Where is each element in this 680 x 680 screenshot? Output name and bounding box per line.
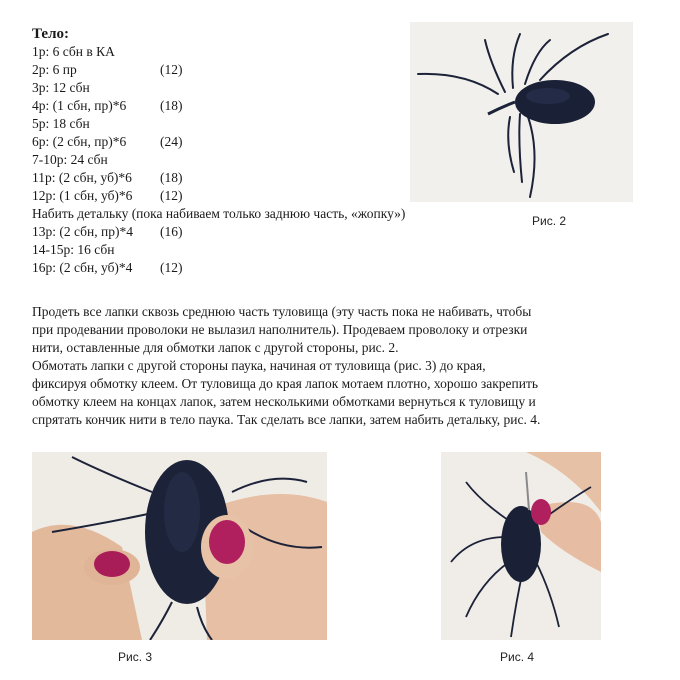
row-count: (18)	[160, 98, 183, 113]
row-text: 4р: (1 сбн, пр)*6	[32, 98, 127, 113]
row-text: 13р: (2 сбн, пр)*4	[32, 224, 133, 239]
row-item	[32, 169, 405, 187]
row-list	[32, 43, 405, 277]
figure-4-photo	[441, 452, 601, 640]
figure-2-caption: Рис. 2	[532, 214, 567, 228]
row-text: 7-10р: 24 сбн	[32, 152, 108, 167]
row-text: 16р: (2 сбн, уб)*4	[32, 260, 133, 275]
row-text: 2р: 6 пр	[32, 62, 77, 77]
instruction-paragraph-2: Обмотать лапки с другой стороны паука, начиная от туловища (рис. 3) до края, фиксируя обмотку клеем. От туловища до края лапок мотаем плотно, хорошо закрепить обмотку клеем на концах лапок, затем несколькими обмотками вернуться к туловищу и спрятать кончик нити в тело паука. Так сделать все лапки, затем набить детальку, рис. 4.	[32, 358, 541, 427]
row-item	[32, 241, 405, 259]
row-text: Набить детальку (пока набиваем только заднюю часть, «жопку»)	[32, 206, 406, 221]
row-count: (16)	[160, 224, 183, 239]
row-item	[32, 259, 405, 277]
row-item	[32, 79, 405, 97]
row-count: (18)	[160, 170, 183, 185]
row-count: (12)	[160, 260, 183, 275]
figure-4-caption: Рис. 4	[500, 650, 535, 664]
row-text: 1р: 6 сбн в КА	[32, 44, 115, 59]
figure-3-caption: Рис. 3	[118, 650, 153, 664]
row-text: 6р: (2 сбн, пр)*6	[32, 134, 127, 149]
row-item	[32, 187, 405, 205]
row-text: 5р: 18 сбн	[32, 116, 90, 131]
figure-3-photo	[32, 452, 327, 640]
row-item	[32, 61, 405, 79]
row-text: 12р: (1 сбн, уб)*6	[32, 188, 133, 203]
row-item	[32, 151, 405, 169]
row-count: (12)	[160, 62, 183, 77]
row-count: (24)	[160, 134, 183, 149]
row-item	[32, 205, 405, 223]
row-item	[32, 133, 405, 151]
row-item	[32, 223, 405, 241]
row-item	[32, 43, 405, 61]
row-text: 11р: (2 сбн, уб)*6	[32, 170, 132, 185]
section-title: Тело:	[32, 26, 70, 42]
row-item	[32, 97, 405, 115]
row-text: 14-15р: 16 сбн	[32, 242, 115, 257]
instruction-paragraph-1: Продеть все лапки сквозь среднюю часть туловища (эту часть пока не набивать, чтобы при продевании проволоки не вылазил наполнитель). Продеваем проволоку и отрезки нити, оставленные для обмотки лапок с другой стороны, рис. 2.	[32, 304, 532, 355]
figure-2-photo	[410, 22, 633, 202]
row-count: (12)	[160, 188, 183, 203]
row-text: 3р: 12 сбн	[32, 80, 90, 95]
row-item	[32, 115, 405, 133]
